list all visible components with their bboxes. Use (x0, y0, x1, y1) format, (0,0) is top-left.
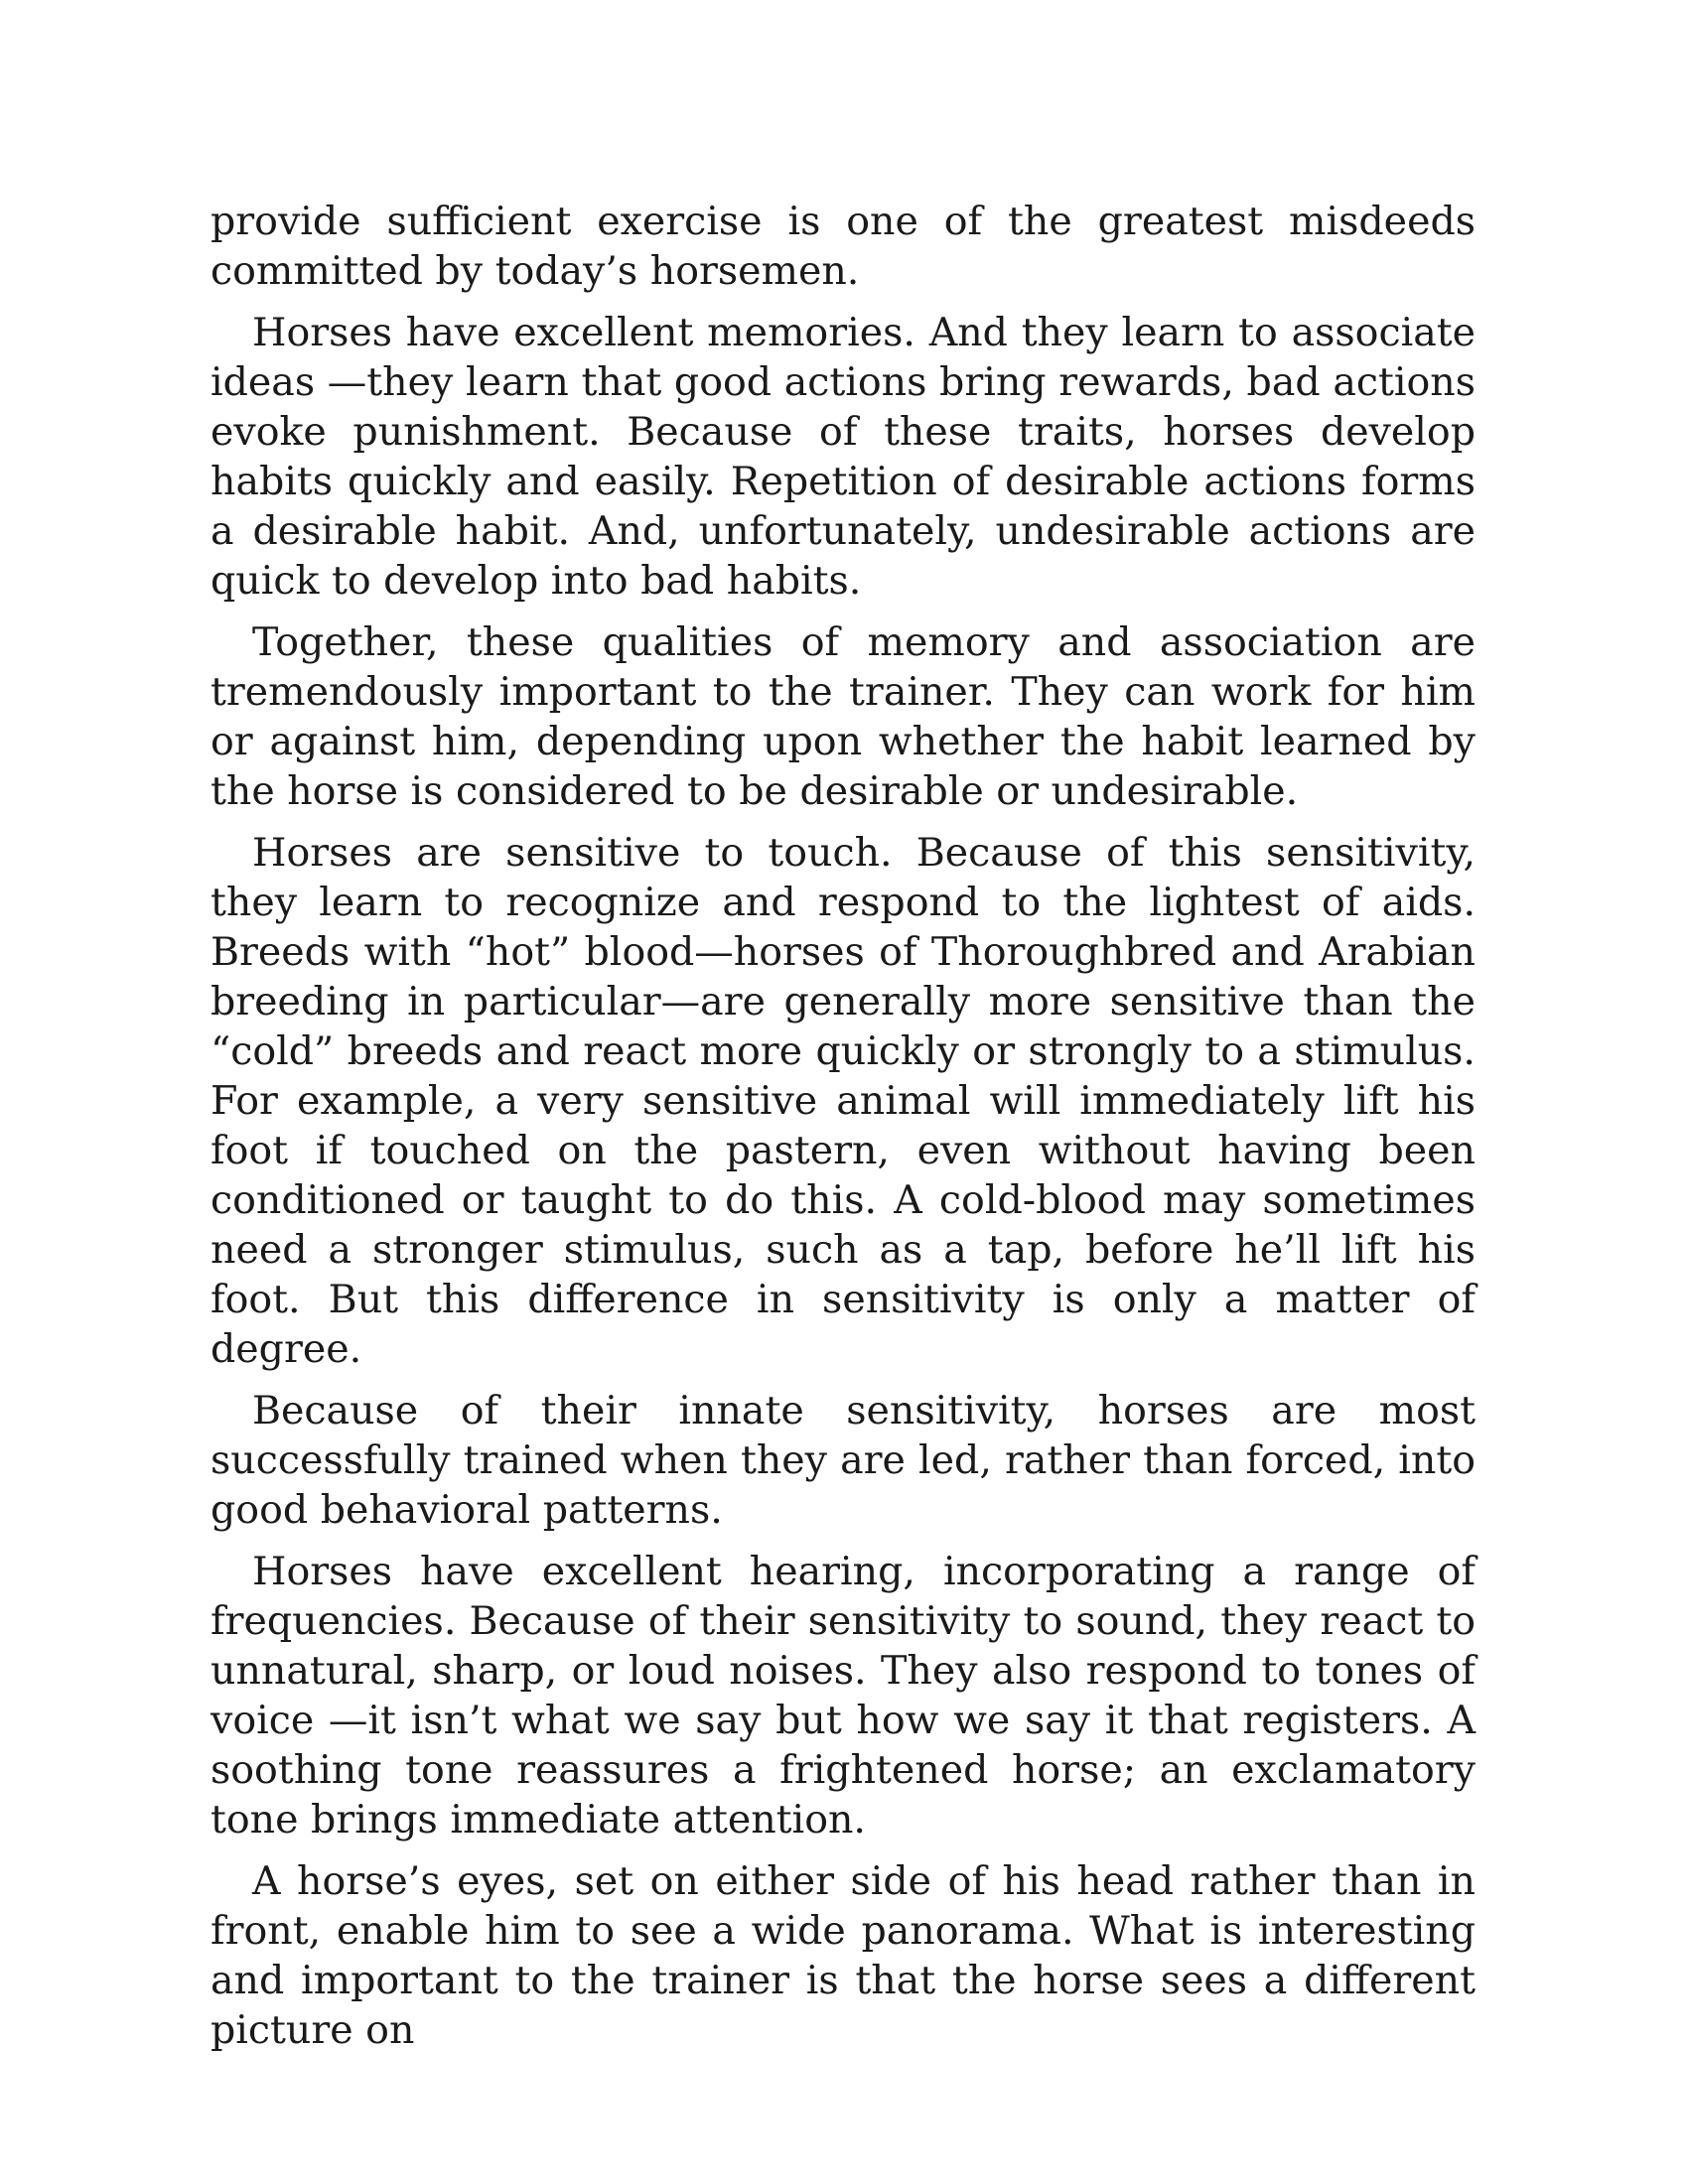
paragraph-touch-sensitivity: Horses are sensitive to touch. Because of this sensitivity, they learn to recognize and respond to the lightest of aids. Breeds with “hot” blood—horses of Thoroughbred and Arabian breeding in particular—are generally more sensitive than the “cold” breeds and react more quickly or strongly to a stimulus. For example, a very sensitive animal will immediately lift his foot if touched on the pastern, even without having been conditioned or taught to do this. A cold-blood may sometimes need a stronger stimulus, such as a tap, before he’ll lift his foot. But this difference in sensitivity is only a matter of degree. (211, 830, 1476, 1372)
paragraph-hearing: Horses have excellent hearing, incorporating a range of frequencies. Because of their sensitivity to sound, they react to unnatural, sharp, or loud noises. They also respond to tones of voice —it isn’t what we say but how we say it that registers. A soothing tone reassures a frightened horse; an exclamatory tone brings immediate attention. (211, 1549, 1476, 1843)
paragraph-innate-sensitivity: Because of their innate sensitivity, horses are most successfully trained when they are led, rather than forced, into good behavioral patterns. (211, 1388, 1476, 1533)
page-body (211, 197, 1476, 2067)
paragraph-eyes: A horse’s eyes, set on either side of his head rather than in front, enable him to see a wide panorama. What is interesting and important to the trainer is that the horse sees a different picture on (211, 1858, 1476, 2053)
paragraph-exercise-continuation: provide sufficient exercise is one of the greatest misdeeds committed by today’s horsemen. (211, 199, 1476, 294)
paragraph-memory-association: Together, these qualities of memory and association are tremendously important to the trainer. They can work for him or against him, depending upon whether the habit learned by the horse is considered to be desirable or undesirable. (211, 619, 1476, 814)
paragraph-memories: Horses have excellent memories. And they learn to associate ideas —they learn that good actions bring rewards, bad actions evoke punishment. Because of these traits, horses develop habits quickly and easily. Repetition of desirable actions forms a desirable habit. And, unfortunately, undesirable actions are quick to develop into bad habits. (211, 310, 1476, 604)
